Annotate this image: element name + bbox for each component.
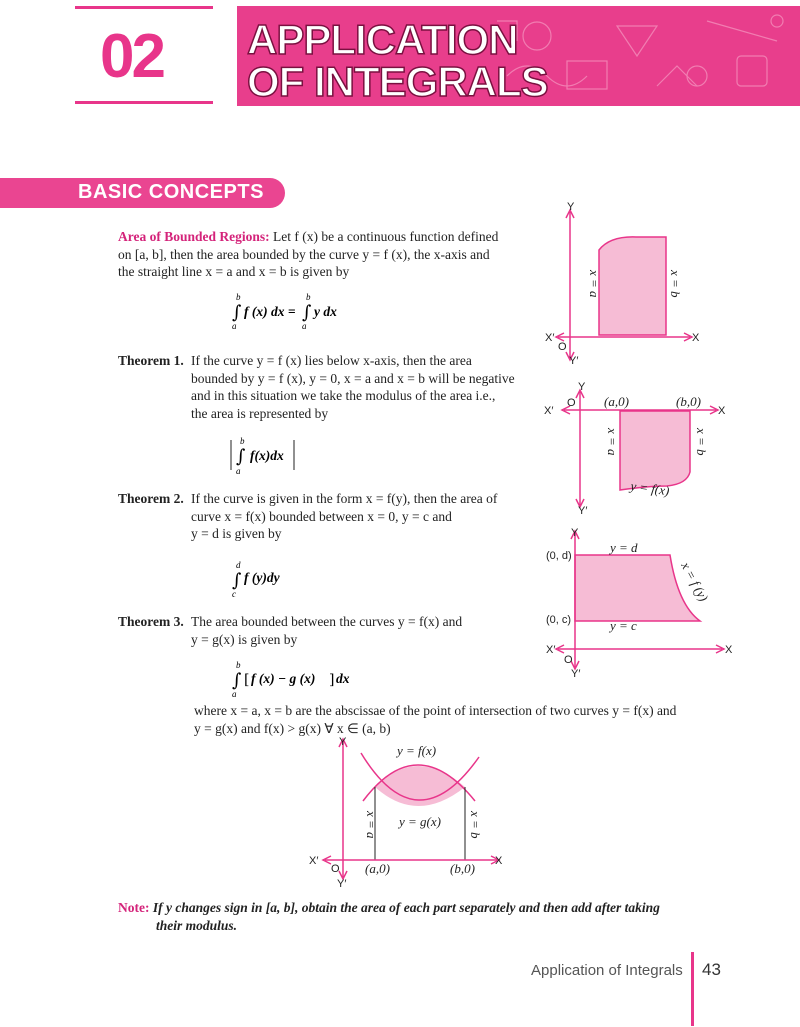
fig4-b0-label: (b,0) [450,861,475,876]
theorem1-text [191,352,536,422]
svg-text:a: a [236,466,241,476]
svg-text:y dx: y dx [314,304,337,319]
svg-text:∫: ∫ [232,570,242,591]
svg-text:∫: ∫ [302,302,312,323]
fig4-yprime-label: Y′ [337,878,347,890]
figure-x-fy [540,525,740,680]
svg-text:f (y)dy: f (y)dy [244,570,280,585]
theorem1-label: Theorem 1. [118,353,184,368]
theorem1-line1: If the curve y = f (x) lies below x-axis, then the area [191,353,472,368]
fig2-y-label: Y [578,381,586,393]
formula-area [228,290,368,332]
fig3-y-label: Y [571,527,579,539]
fig2-b0-label: (b,0) [676,394,701,409]
fig3-yc-label: y = c [610,618,637,633]
svg-text:dx: dx [336,671,350,686]
formula-difference [228,658,358,700]
fig3-xfy-label: x = f (y) [678,559,712,604]
fig1-xprime-label: X′ [545,332,555,344]
fig1-y-label: Y [567,201,575,213]
area-bounded-heading: Area of Bounded Regions: [118,229,270,244]
chapter-banner [237,6,800,106]
page-number: 43 [702,960,721,979]
fig1-origin-label: O [558,341,567,353]
section-title: BASIC CONCEPTS [78,181,264,203]
svg-text:c: c [232,589,236,599]
svg-text:b: b [236,292,241,302]
footer-chapter-title: Application of Integrals [531,962,683,979]
fig2-yfx-label: y = f(x) [629,478,671,499]
svg-text:∫: ∫ [236,446,246,467]
fig3-yprime-label: Y′ [571,668,581,680]
fig1-xb-label: x = b [668,270,683,298]
fig4-xprime-label: X′ [309,855,319,867]
theorem3-where1: where x = a, x = b are the abscissae of the point of intersection of two curves y = f(x) and [194,703,677,718]
svg-text:∫: ∫ [232,302,242,323]
theorem2-line3: y = d is given by [191,526,282,541]
fig4-a0-label: (a,0) [365,861,390,876]
svg-text:a: a [232,321,237,331]
fig1-x-label: X [692,332,700,344]
fig3-origin-label: O [564,654,573,666]
note-text: If y changes sign in [a, b], obtain the area of each part separately and then add after taking [152,900,660,915]
fig2-x-label: X [718,405,726,417]
fig3-0c-label: (0, c) [546,614,572,626]
note-para [118,899,728,935]
svg-text:b: b [240,436,245,446]
theorem3-text [191,613,531,648]
svg-text:a: a [232,689,237,699]
fig3-0d-label: (0, d) [546,550,572,562]
fig4-x-label: X [495,855,503,867]
formula-modulus [228,434,308,478]
svg-text:f (x) dx =: f (x) dx = [244,304,296,319]
svg-text:b: b [236,660,241,670]
fig3-x-label: X [725,644,733,656]
theorem1-line4: the area is represented by [191,405,329,421]
svg-text:f(x)dx: f(x)dx [250,448,284,463]
area-bounded-para [118,228,538,281]
fig4-y-label: Y [339,736,347,748]
section-heading [0,178,285,208]
fig1-yprime-label: Y′ [569,355,579,367]
fig2-xprime-label: X′ [544,405,554,417]
theorem2-label: Theorem 2. [118,491,184,506]
footer-divider [691,952,694,1026]
fig4-xb-label: x = b [468,811,483,839]
header-rule-bottom [75,101,213,104]
fig2-region [620,411,690,490]
theorem2-line1: If the curve is given in the form x = f(y), then the area of [191,491,498,506]
fig2-yprime-label: Y′ [578,505,588,515]
note-label: Note: [118,900,150,915]
fig2-xa-label: x = a [605,428,620,456]
area-bounded-line2: on [a, b], then the area bounded by the curve y = f (x), the x-axis and [118,246,490,262]
header-rule-top [75,6,213,9]
theorem3-line1: The area bounded between the curves y = f(x) and [191,614,463,629]
figure-below-axis [540,380,730,515]
figure-area-under-curve [540,200,710,370]
fig4-origin-label: O [331,863,340,875]
fig2-a0-label: (a,0) [604,394,629,409]
svg-text:a: a [302,321,307,331]
fig4-yfx-label: y = f(x) [397,743,437,758]
chapter-title-line1: APPLICATION [247,16,518,63]
svg-text:[: [ [244,672,250,688]
theorem1-line3: and in this situation we take the modulus of the area i.e., [191,388,496,403]
figure-between-curves [305,735,515,890]
note-text2: their modulus. [156,918,238,933]
fig1-xa-label: x = a [587,270,602,298]
theorem3-line2: y = g(x) is given by [191,631,298,647]
svg-text:b: b [306,292,311,302]
fig4-ygx-label: y = g(x) [399,814,441,829]
chapter-number: 02 [100,22,163,91]
svg-text:d: d [236,560,241,570]
chapter-title-line2: OF INTEGRALS [247,58,548,105]
area-bounded-line3: the straight line x = a and x = b is given by [118,264,350,279]
theorem3-where [194,702,754,737]
svg-text:∫: ∫ [232,670,242,691]
theorem2-text [191,490,536,543]
fig2-xb-label: x = b [694,428,709,456]
fig1-region [599,237,666,335]
formula-fy [228,558,318,602]
theorem1-line2: bounded by y = f (x), y = 0, x = a and x = b will be negative [191,370,515,386]
fig4-xa-label: x = a [364,811,379,839]
theorem3-where2: y = g(x) and f(x) > g(x) ∀ x ∈ (a, b) [194,720,391,736]
theorem3-label: Theorem 3. [118,614,184,629]
theorem2-line2: curve x = f(x) bounded between x = 0, y = c and [191,508,452,524]
svg-text:]: ] [329,672,335,688]
fig3-xprime-label: X′ [546,644,556,656]
svg-text:f (x) − g (x): f (x) − g (x) [251,671,316,686]
area-bounded-line1: Let f (x) be a continuous function defined [273,229,499,244]
fig2-origin-label: O [567,397,576,409]
fig3-yd-label: y = d [610,540,638,555]
